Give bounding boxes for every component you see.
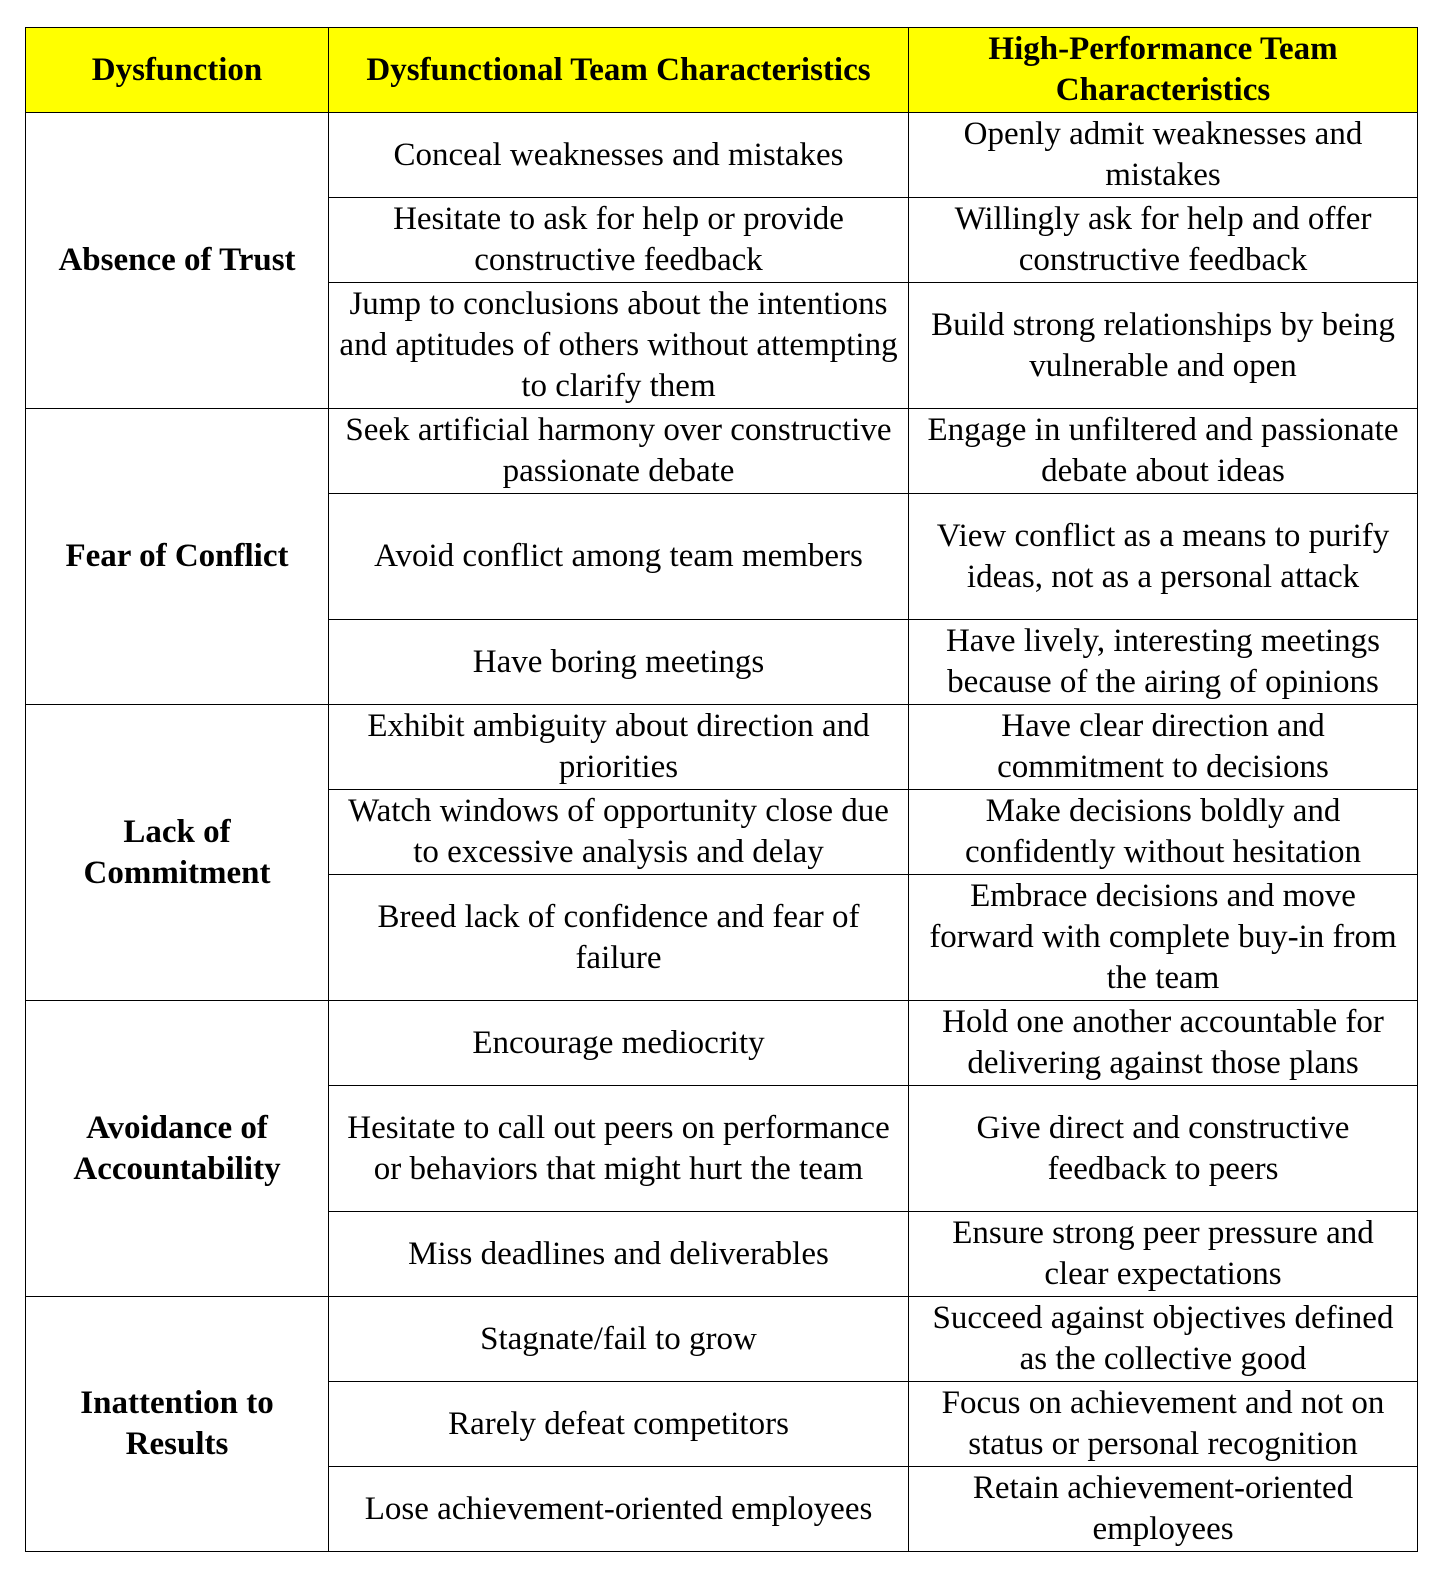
high-performance-cell: Willingly ask for help and offer constructive feedback: [909, 198, 1418, 283]
dysfunction-cell: Inattention to Results: [26, 1297, 329, 1552]
dysfunctional-cell: Hesitate to ask for help or provide constructive feedback: [329, 198, 909, 283]
dysfunctional-cell: Exhibit ambiguity about direction and priorities: [329, 705, 909, 790]
high-performance-cell: Embrace decisions and move forward with complete buy-in from the team: [909, 875, 1418, 1001]
dysfunctional-cell: Avoid conflict among team members: [329, 494, 909, 620]
header-dysfunctional-characteristics: Dysfunctional Team Characteristics: [329, 28, 909, 113]
high-performance-cell: Have lively, interesting meetings because of the airing of opinions: [909, 620, 1418, 705]
table-row: [26, 1297, 1418, 1382]
high-performance-cell: Openly admit weaknesses and mistakes: [909, 113, 1418, 198]
high-performance-cell: Engage in unfiltered and passionate debate about ideas: [909, 409, 1418, 494]
dysfunctional-cell: Stagnate/fail to grow: [329, 1297, 909, 1382]
dysfunctional-cell: Watch windows of opportunity close due to excessive analysis and delay: [329, 790, 909, 875]
high-performance-cell: Build strong relationships by being vulnerable and open: [909, 283, 1418, 409]
dysfunctional-cell: Hesitate to call out peers on performance or behaviors that might hurt the team: [329, 1086, 909, 1212]
header-dysfunction: Dysfunction: [26, 28, 329, 113]
table-row: [26, 705, 1418, 790]
header-high-performance-characteristics: High-Performance Team Characteristics: [909, 28, 1418, 113]
high-performance-cell: Focus on achievement and not on status or personal recognition: [909, 1382, 1418, 1467]
dysfunction-cell: Lack of Commitment: [26, 705, 329, 1001]
dysfunctional-cell: Lose achievement-oriented employees: [329, 1467, 909, 1552]
dysfunctional-cell: Seek artificial harmony over constructive passionate debate: [329, 409, 909, 494]
dysfunction-cell: Absence of Trust: [26, 113, 329, 409]
table-row: [26, 409, 1418, 494]
dysfunctional-cell: Miss deadlines and deliverables: [329, 1212, 909, 1297]
table-row: [26, 113, 1418, 198]
header-row: [26, 28, 1418, 113]
high-performance-cell: Succeed against objectives defined as the collective good: [909, 1297, 1418, 1382]
dysfunctional-cell: Rarely defeat competitors: [329, 1382, 909, 1467]
high-performance-cell: View conflict as a means to purify ideas, not as a personal attack: [909, 494, 1418, 620]
dysfunctional-cell: Have boring meetings: [329, 620, 909, 705]
dysfunctional-cell: Encourage mediocrity: [329, 1001, 909, 1086]
high-performance-cell: Make decisions boldly and confidently without hesitation: [909, 790, 1418, 875]
dysfunctional-cell: Jump to conclusions about the intentions and aptitudes of others without attempting to clarify them: [329, 283, 909, 409]
dysfunction-table: [25, 27, 1418, 1552]
high-performance-cell: Give direct and constructive feedback to peers: [909, 1086, 1418, 1212]
high-performance-cell: Have clear direction and commitment to decisions: [909, 705, 1418, 790]
table-row: [26, 1001, 1418, 1086]
dysfunctional-cell: Breed lack of confidence and fear of failure: [329, 875, 909, 1001]
dysfunctional-cell: Conceal weaknesses and mistakes: [329, 113, 909, 198]
high-performance-cell: Retain achievement-oriented employees: [909, 1467, 1418, 1552]
dysfunction-cell: Fear of Conflict: [26, 409, 329, 705]
high-performance-cell: Ensure strong peer pressure and clear expectations: [909, 1212, 1418, 1297]
high-performance-cell: Hold one another accountable for delivering against those plans: [909, 1001, 1418, 1086]
dysfunction-cell: Avoidance of Accountability: [26, 1001, 329, 1297]
